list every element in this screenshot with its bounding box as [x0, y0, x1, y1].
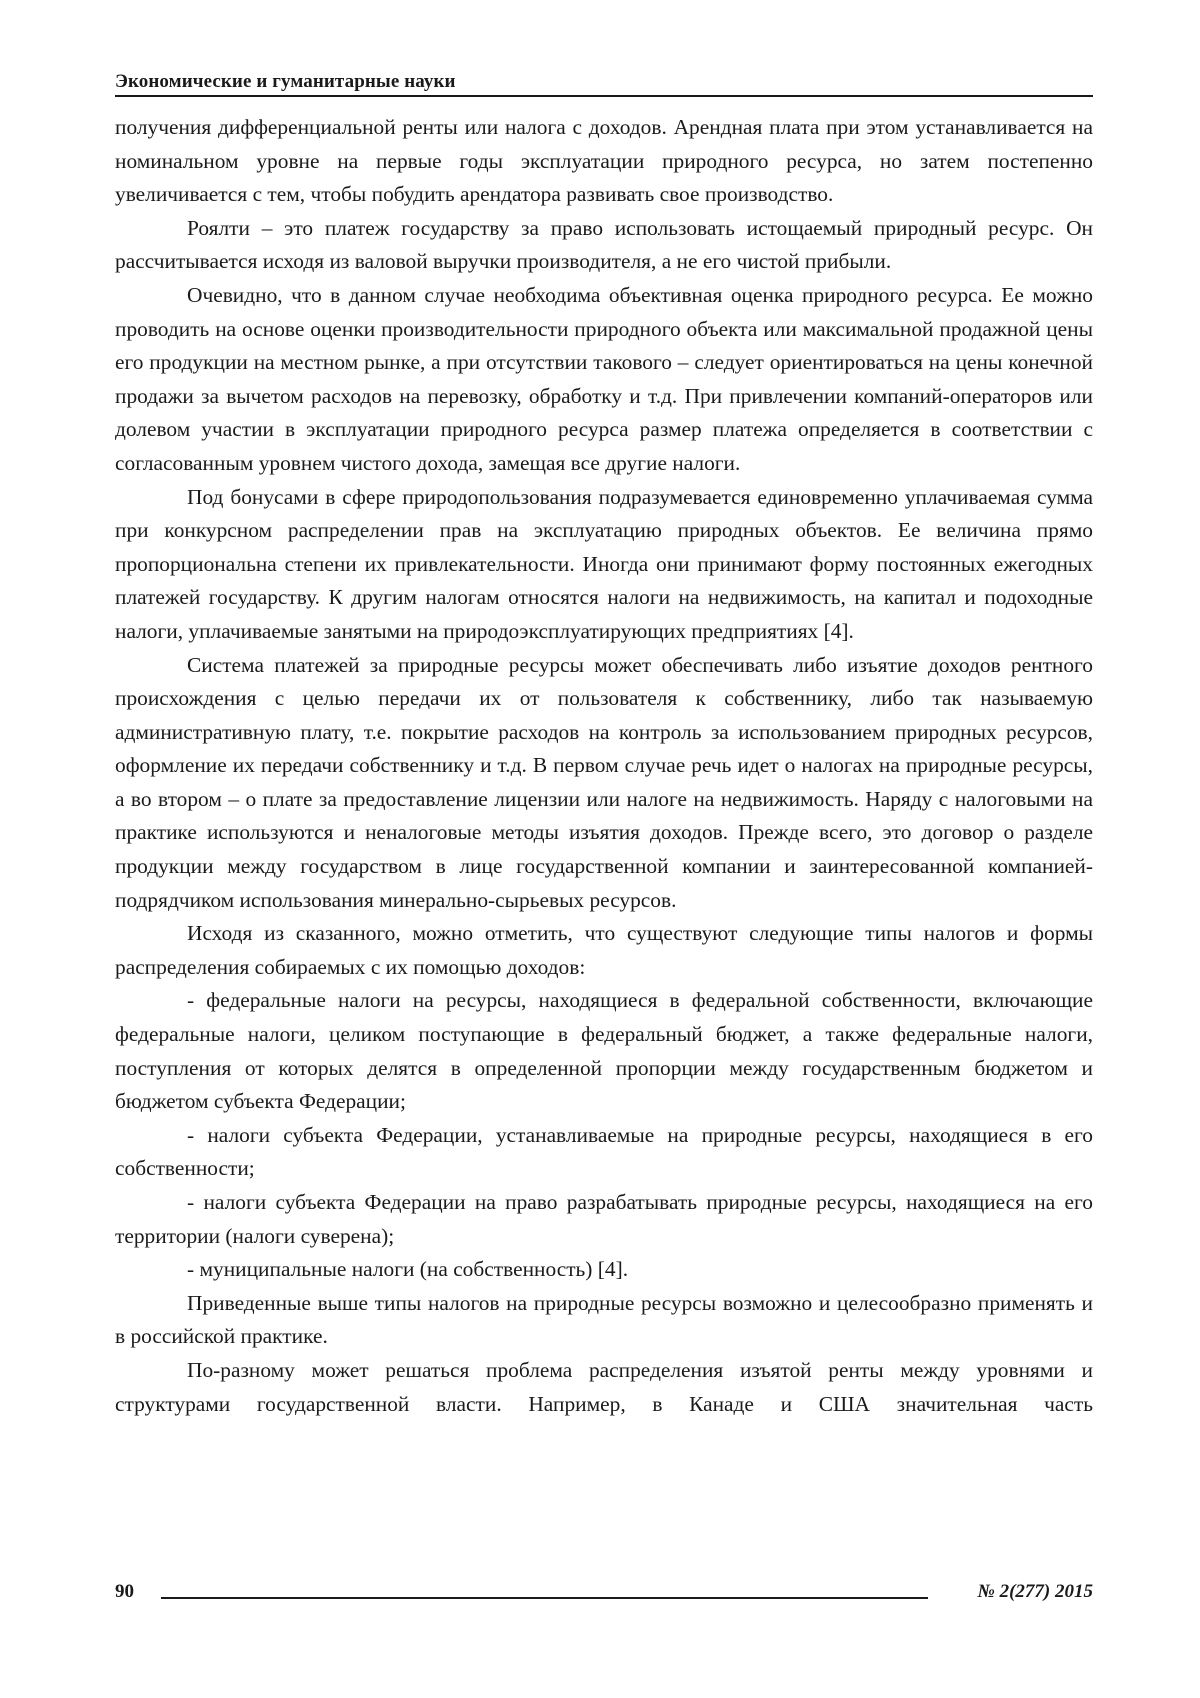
list-item: - федеральные налоги на ресурсы, находящиеся в федеральной собственности, включающие федеральные налоги, целиком поступающие в федеральный бюджет, а также федеральные налоги, поступления от которых делятся в определенной пропорции между государственным бюджетом и бюджетом субъекта Федерации; [115, 984, 1093, 1118]
paragraph: Роялти – это платеж государству за право использовать истощаемый природный ресурс. Он рассчитывается исходя из валовой выручки производителя, а не его чистой прибыли. [115, 212, 1093, 279]
paragraph: Под бонусами в сфере природопользования подразумевается единовременно уплачиваемая сумма при конкурсном распределении прав на эксплуатацию природных объектов. Ее величина прямо пропорциональна степени их привлекательности. Иногда они принимают форму постоянных ежегодных платежей государству. К другим налогам относятся налоги на недвижимость, на капитал и подоходные налоги, уплачиваемые занятыми на природоэксплуатирующих предприятиях [4]. [115, 481, 1093, 649]
article-body [115, 111, 1093, 1421]
paragraph: По-разному может решаться проблема распределения изъятой ренты между уровнями и структурами государственной власти. Например, в Канаде и США значительная часть [115, 1354, 1093, 1421]
list-item: - налоги субъекта Федерации на право разрабатывать природные ресурсы, находящиеся на его территории (налоги суверена); [115, 1186, 1093, 1253]
paragraph: Очевидно, что в данном случае необходима объективная оценка природного ресурса. Ее можно проводить на основе оценки производительности природного объекта или максимальной продажной цены его продукции на местном рынке, а при отсутствии такового – следует ориентироваться на цены конечной продажи за вычетом расходов на перевозку, обработку и т.д. При привлечении компаний-операторов или долевом участии в эксплуатации природного ресурса размер платежа определяется в соответствии с согласованным уровнем чистого дохода, замещая все другие налоги. [115, 279, 1093, 481]
paragraph: Приведенные выше типы налогов на природные ресурсы возможно и целесообразно применять и в российской практике. [115, 1287, 1093, 1354]
paragraph: Система платежей за природные ресурсы может обеспечивать либо изъятие доходов рентного происхождения с целью передачи их от пользователя к собственнику, либо так называемую административную плату, т.е. покрытие расходов на контроль за использованием природных ресурсов, оформление их передачи собственнику и т.д. В первом случае речь идет о налогах на природные ресурсы, а во втором – о плате за предоставление лицензии или налоге на недвижимость. Наряду с налоговыми на практике используются и неналоговые методы изъятия доходов. Прежде всего, это договор о разделе продукции между государством в лице государственной компании и заинтересованной компанией-подрядчиком использования минерально-сырьевых ресурсов. [115, 649, 1093, 918]
footer-rule [161, 1597, 928, 1599]
list-item: - налоги субъекта Федерации, устанавливаемые на природные ресурсы, находящиеся в его собственности; [115, 1119, 1093, 1186]
issue-number: № 2(277) 2015 [977, 1581, 1093, 1603]
page-footer [115, 1581, 1093, 1611]
list-item: - муниципальные налоги (на собственность) [4]. [115, 1253, 1093, 1287]
paragraph: получения дифференциальной ренты или налога с доходов. Арендная плата при этом устанавливается на номинальном уровне на первые годы эксплуатации природного ресурса, но затем постепенно увеличивается с тем, чтобы побудить арендатора развивать свое производство. [115, 111, 1093, 212]
page-number: 90 [115, 1581, 134, 1603]
running-header [115, 70, 1093, 97]
paragraph: Исходя из сказанного, можно отметить, что существуют следующие типы налогов и формы распределения собираемых с их помощью доходов: [115, 917, 1093, 984]
journal-section-title: Экономические и гуманитарные науки [115, 70, 1093, 94]
